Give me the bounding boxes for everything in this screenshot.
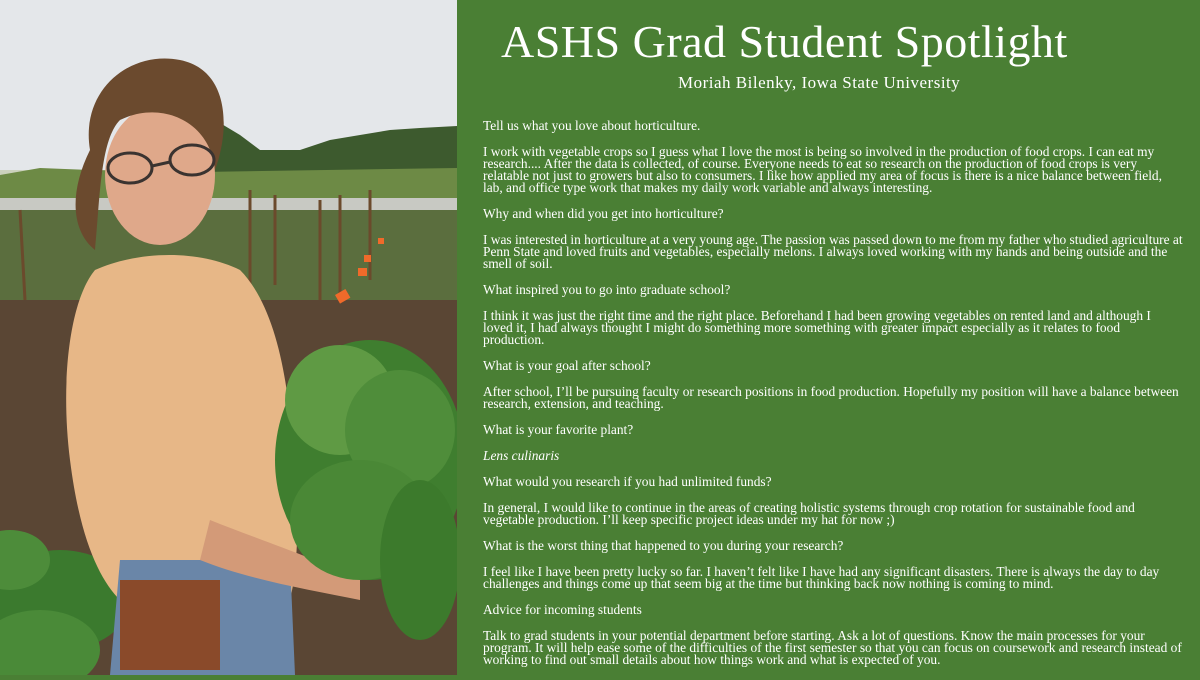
page-title: ASHS Grad Student Spotlight (501, 16, 1068, 67)
question-text: What is the worst thing that happened to you during your research? (483, 538, 844, 553)
answer-text: In general, I would like to continue in the areas of creating holistic systems through crop rotation for sustainable food and vegetable production. I’ll keep specific project ideas under my hat for now ;) (483, 500, 1135, 527)
answer-text: I was interested in horticulture at a very young age. The passion was passed down to me from my father who studied agriculture at Penn State and loved fruits and vegetables, especially melons. I always loved working with my hands and being outside and the smell of soil. (483, 232, 1183, 271)
answer-text: After school, I’ll be pursuing faculty or research positions in food production. Hopefully my position will have a balance between research, extension, and teaching. (483, 384, 1179, 411)
spotlight-panel (457, 0, 1200, 675)
question-text: What is your goal after school? (483, 358, 651, 373)
student-byline: Moriah Bilenky, Iowa State University (678, 73, 961, 92)
question-text: Tell us what you love about horticulture. (483, 118, 701, 133)
question-text: What inspired you to go into graduate school? (483, 282, 731, 297)
student-photo (0, 0, 457, 675)
question-text: What would you research if you had unlimited funds? (483, 474, 772, 489)
interview-qa (483, 120, 1183, 680)
photo-illustration (0, 0, 457, 675)
question-text: Advice for incoming students (483, 602, 642, 617)
answer-text: I work with vegetable crops so I guess what I love the most is being so involved in the production of food crops. I can eat my research.... After the data is collected, of course. Everyone needs to eat so research on the production of food crops is very relatable not just to growers but also to consumers. I like how applied my area of focus is there is a nice balance between field, lab, and office type work that makes my daily work variable and always interesting. (483, 144, 1162, 195)
answer-text: Lens culinaris (483, 448, 560, 463)
answer-text: I think it was just the right time and the right place. Beforehand I had been growing vegetables on rented land and although I loved it, I had always thought I might do something more something with greater impact especially as it relates to food production. (483, 308, 1151, 347)
answer-text: I feel like I have been pretty lucky so far. I haven’t felt like I have had any significant disasters. There is always the day to day challenges and things come up that seem big at the time but thinking back now nothing is coming to mind. (483, 564, 1160, 591)
answer-text: Talk to grad students in your potential department before starting. Ask a lot of questions. Know the main processes for your program. It will help ease some of the difficulties of the first semester so that you can focus on coursework and research instead of working to find out small details about how things work and what is expected of you. (483, 628, 1182, 667)
question-text: What is your favorite plant? (483, 422, 634, 437)
question-text: Why and when did you get into horticulture? (483, 206, 724, 221)
